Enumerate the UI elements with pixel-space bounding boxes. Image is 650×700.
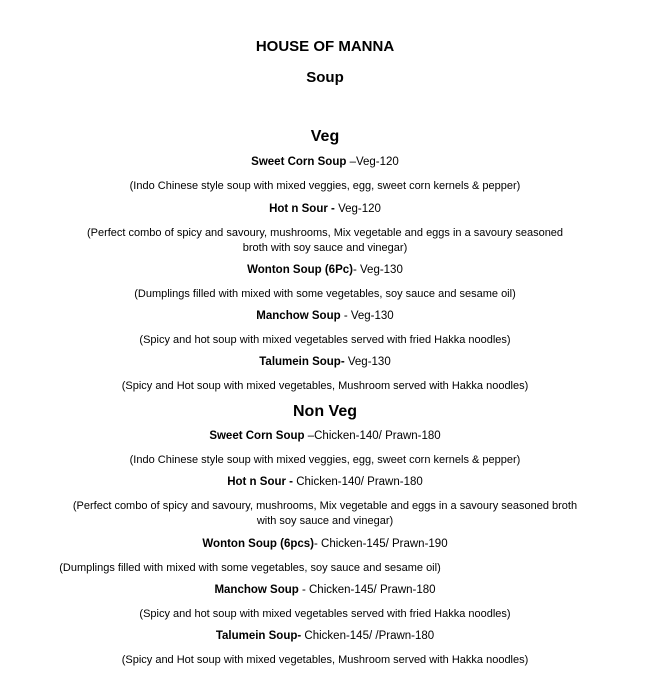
item-description: (Spicy and hot soup with mixed vegetables served with fried Hakka noodles)	[139, 334, 511, 346]
item-description: (Spicy and hot soup with mixed vegetables served with fried Hakka noodles)	[139, 608, 511, 620]
menu-item	[0, 264, 650, 276]
item-description: (Perfect combo of spicy and savoury, mushrooms, Mix vegetable and eggs in a savoury seasoned broth with soy sauce and vinegar)	[72, 500, 578, 527]
menu-item	[0, 203, 650, 215]
item-name: Hot n Sour -	[269, 203, 339, 215]
item-price: Veg-120	[338, 203, 381, 215]
item-price: –Chicken-140/ Prawn-180	[307, 430, 441, 442]
menu-item	[0, 156, 650, 168]
section-title-non-veg: Non Veg	[292, 403, 357, 420]
item-price: - Veg-130	[352, 264, 403, 276]
section-title-veg: Veg	[310, 128, 340, 145]
item-description: (Spicy and Hot soup with mixed vegetables, Mushroom served with Hakka noodles)	[121, 380, 529, 392]
menu-item	[0, 630, 650, 642]
menu-item	[0, 310, 650, 322]
item-name: Wonton Soup (6Pc)	[247, 264, 353, 276]
item-name: Talumein Soup-	[259, 356, 345, 368]
item-price: –Veg-120	[349, 156, 399, 168]
item-description: (Spicy and Hot soup with mixed vegetables, Mushroom served with Hakka noodles)	[121, 654, 529, 666]
item-name: Talumein Soup-	[215, 630, 302, 642]
menu-item	[0, 430, 650, 442]
item-price: Chicken-140/ Prawn-180	[296, 476, 423, 488]
menu-item	[0, 356, 650, 368]
item-price: Veg-130	[344, 356, 391, 368]
restaurant-name: HOUSE OF MANNA	[255, 38, 395, 55]
item-description: (Dumplings filled with mixed with some vegetables, soy sauce and sesame oil)	[134, 288, 516, 300]
item-name: Sweet Corn Soup	[209, 430, 308, 442]
item-description: (Perfect combo of spicy and savoury, mushrooms, Mix vegetable and eggs in a savoury seasoned broth with soy sauce and vinegar)	[86, 227, 564, 254]
item-price: - Chicken-145/ Prawn-190	[314, 538, 448, 550]
menu-item	[0, 476, 650, 488]
item-name: Manchow Soup	[214, 584, 302, 596]
item-price: - Chicken-145/ Prawn-180	[301, 584, 436, 596]
item-description: (Indo Chinese style soup with mixed veggies, egg, sweet corn kernels & pepper)	[129, 454, 521, 466]
item-name: Wonton Soup (6pcs)	[202, 538, 314, 550]
item-price: Chicken-145/ /Prawn-180	[301, 630, 435, 642]
menu-item	[0, 538, 650, 550]
item-description: (Dumplings filled with mixed with some vegetables, soy sauce and sesame oil)	[59, 562, 441, 574]
category-title: Soup	[306, 69, 344, 86]
item-name: Hot n Sour -	[227, 476, 297, 488]
menu-item	[0, 584, 650, 596]
item-name: Manchow Soup	[256, 310, 344, 322]
item-name: Sweet Corn Soup	[251, 156, 350, 168]
item-price: - Veg-130	[343, 310, 394, 322]
item-description: (Indo Chinese style soup with mixed veggies, egg, sweet corn kernels & pepper)	[129, 180, 521, 192]
